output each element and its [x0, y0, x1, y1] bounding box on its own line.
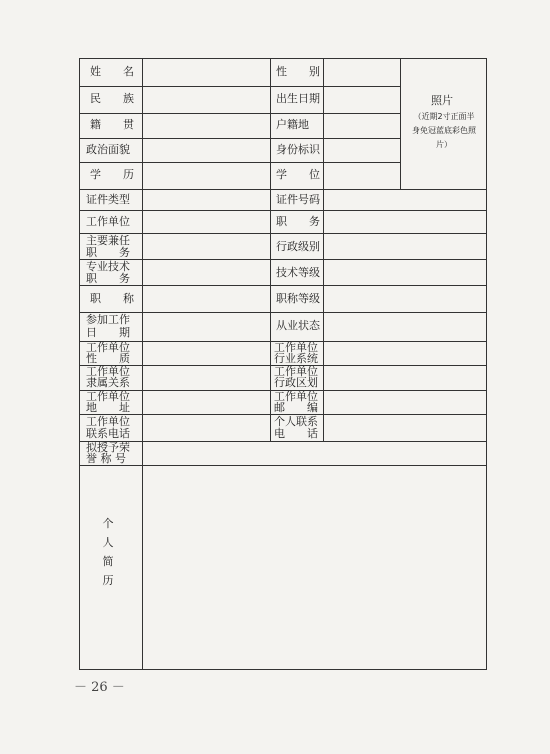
label-main-concurrent-line2: 职 务 — [86, 246, 130, 259]
photo-note-line3: 片） — [436, 140, 452, 149]
photo-note-line1: （近期2寸正面半 — [413, 112, 475, 121]
label-birth-date: 出生日期 — [276, 92, 320, 105]
label-unit-district-line2: 行政区划 — [274, 376, 318, 389]
label-join-work-line2: 日 期 — [86, 326, 130, 339]
label-work-unit: 工作单位 — [86, 215, 130, 228]
photo-note — [404, 110, 484, 152]
label-identity-mark: 身份标识 — [276, 143, 320, 156]
label-personal-contact-line2: 电 话 — [274, 427, 318, 440]
photo-note-line2: 身免冠蓝底彩色照 — [412, 126, 476, 135]
label-education: 学 历 — [90, 168, 134, 181]
label-native-place: 籍 贯 — [90, 118, 134, 131]
label-proposed-honor-line1: 拟授予荣 — [86, 441, 130, 454]
label-proposed-honor-line2: 誉 称 号 — [86, 452, 126, 465]
label-unit-affiliation-line1: 工作单位 — [86, 365, 130, 378]
label-unit-phone-line2: 联系电话 — [86, 427, 130, 440]
photo-title: 照片 — [431, 94, 453, 107]
label-admin-level: 行政级别 — [276, 240, 320, 253]
label-unit-nature-line2: 性 质 — [86, 352, 130, 365]
label-gender: 性 别 — [276, 65, 320, 78]
label-id-type: 证件类型 — [86, 193, 130, 206]
label-title-grade: 职称等级 — [276, 292, 320, 305]
label-resume: 个人简历 — [102, 517, 114, 587]
label-unit-nature-line1: 工作单位 — [86, 341, 130, 354]
label-id-number: 证件号码 — [276, 193, 320, 206]
label-prof-tech-line1: 专业技术 — [86, 260, 130, 273]
label-unit-affiliation-line2: 隶属关系 — [86, 376, 130, 389]
label-personal-contact-line1: 个人联系 — [274, 415, 318, 428]
label-unit-industry-line1: 工作单位 — [274, 341, 318, 354]
label-unit-address-line2: 地 址 — [86, 401, 130, 414]
label-household-registration: 户籍地 — [276, 118, 309, 131]
label-unit-postcode-line2: 邮 编 — [274, 401, 318, 414]
label-ethnicity: 民 族 — [90, 92, 134, 105]
label-position: 职 务 — [276, 215, 320, 228]
label-unit-district-line1: 工作单位 — [274, 365, 318, 378]
label-unit-address-line1: 工作单位 — [86, 390, 130, 403]
label-unit-industry-line2: 行业系统 — [274, 352, 318, 365]
label-tech-grade: 技术等级 — [276, 266, 320, 279]
label-degree: 学 位 — [276, 168, 320, 181]
label-main-concurrent-line1: 主要兼任 — [86, 234, 130, 247]
page-number: － 26 － — [74, 680, 125, 695]
label-join-work-line1: 参加工作 — [86, 313, 130, 326]
label-title: 职 称 — [90, 292, 134, 305]
label-unit-postcode-line1: 工作单位 — [274, 390, 318, 403]
label-prof-tech-line2: 职 务 — [86, 272, 130, 285]
label-name: 姓 名 — [90, 65, 134, 78]
label-political-status: 政治面貌 — [86, 143, 130, 156]
label-employment-status: 从业状态 — [276, 319, 320, 332]
label-unit-phone-line1: 工作单位 — [86, 415, 130, 428]
